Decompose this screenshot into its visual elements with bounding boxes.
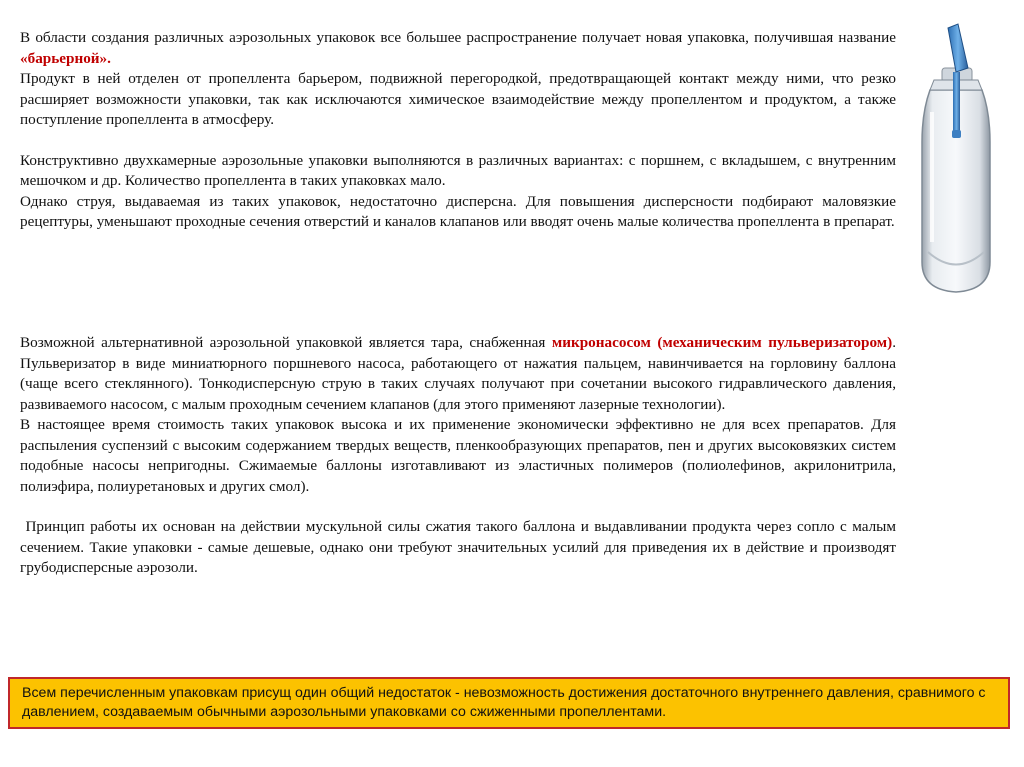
paragraph-two-chamber: Конструктивно двухкамерные аэрозольные упаковки выполняются в различных вариантах: с поршнем, с вкладышем, с внутренним мешочком и др. Количество пропеллента в таких упаковках мало. bbox=[20, 151, 896, 189]
highlight-barrier: «барьерной». bbox=[20, 49, 111, 67]
paragraph-micropump bbox=[20, 333, 896, 415]
paragraph-cost: В настоящее время стоимость таких упаковок высока и их применение экономически эффективно не для всех препаратов. Для распыления суспензий с высоким содержанием твердых веществ, пленкообразующих препаратов, пен и других высоковязких систем подобные насосы непригодны. Сжимаемые баллоны изготавливают из эластичных полимеров (полиолефинов, акрилонитрила, полиэфира, полиуретановых и других смол). bbox=[20, 416, 896, 495]
paragraph-dispersion: Однако струя, выдаваемая из таких упаковок, недостаточно дисперсна. Для повышения дисперсности подбирают маловязкие рецептуры, уменьшают проходные сечения отверстий и каналов клапанов или вводят очень малые количества пропеллента в препарат. bbox=[20, 192, 896, 230]
summary-note-box bbox=[8, 677, 1010, 729]
text-span: . Пульверизатор в виде миниатюрного поршневого насоса, работающего от нажатия пальцем, навинчивается на горловину баллона (чаще всего стеклянного). Тонкодисперсную струю в таких случаях получают при сочетании высокого гидравлического давления, развиваемого насосом, с малым проходным сечением клапанов (для этого применяют лазерные технологии). bbox=[20, 334, 896, 413]
paragraph-barrier-intro bbox=[20, 28, 896, 69]
aerosol-bottle-icon bbox=[916, 22, 996, 298]
paragraph-squeeze-principle: Принцип работы их основан на действии мускульной силы сжатия такого баллона и выдавливании продукта через сопло с малым сечением. Такие упаковки - самые дешевые, однако они требуют значительных усилий для приведения их в действие и производят грубодисперсные аэрозоли. bbox=[20, 518, 900, 576]
paragraph-gap bbox=[20, 497, 896, 517]
text-span: Возможной альтернативной аэрозольной упаковкой является тара, снабженная bbox=[20, 334, 552, 351]
highlight-micropump: микронасосом (механическим пульверизатором) bbox=[551, 334, 893, 351]
micropump-text bbox=[20, 333, 900, 579]
paragraph-barrier-description: Продукт в ней отделен от пропеллента барьером, подвижной перегородкой, предотвращающей контакт между ними, что резко расширяет возможности упаковки, так как исключаются химическое взаимодействие между пропеллентом и продуктом, а также поступление пропеллента в атмосферу. bbox=[20, 70, 896, 128]
paragraph-gap bbox=[20, 131, 896, 151]
barrier-packaging-text bbox=[20, 28, 896, 233]
summary-note-text: Всем перечисленным упаковкам присущ один общий недостаток - невозможность достижения достаточного внутреннего давления, сравнимого с давлением, создаваемым обычными аэрозольными упаковками со сжиженными пропеллентами. bbox=[22, 685, 986, 720]
text-span: В области создания различных аэрозольных упаковок все большее распространение получает новая упаковка, получившая название bbox=[20, 29, 896, 46]
